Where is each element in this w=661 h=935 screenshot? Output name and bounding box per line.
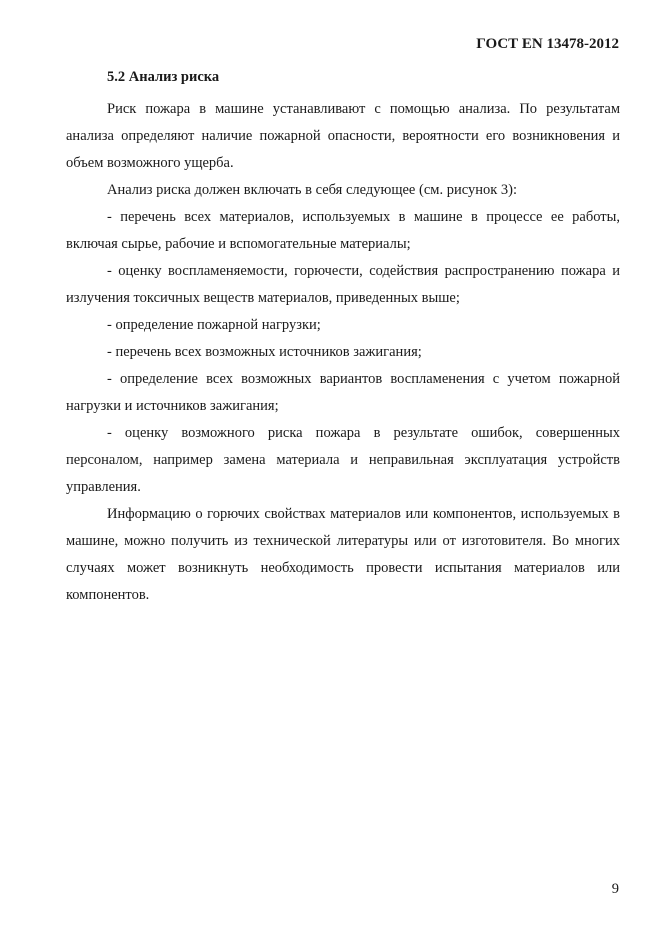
list-item-materials: - перечень всех материалов, используемых в машине в процессе ее работы, включая сырье, рабочие и вспомогательные материалы; <box>66 209 620 252</box>
list-item-fire-load: - определение пожарной нагрузки; <box>107 317 321 333</box>
paragraph-material-info: Информацию о горючих свойствах материалов или компонентов, используемых в машине, можно получить из технической литературы или от изготовителя. Во многих случаях может возникнуть необходимость провести испытания материалов или компонентов. <box>66 506 620 603</box>
list-item-personnel-errors: - оценку возможного риска пожара в результате ошибок, совершенных персоналом, например замена материала и неправильная эксплуатация устройств управления. <box>66 425 620 495</box>
paragraph-intro: Риск пожара в машине устанавливают с помощью анализа. По результатам анализа определяют наличие пожарной опасности, вероятности его возникновения и объем возможного ущерба. <box>66 101 620 171</box>
document-code-header: ГОСТ EN 13478-2012 <box>476 36 619 52</box>
list-item-ignition-sources: - перечень всех возможных источников зажигания; <box>107 344 422 360</box>
section-body <box>66 96 620 609</box>
list-item-ignition-variants: - определение всех возможных вариантов воспламенения с учетом пожарной нагрузки и источников зажигания; <box>66 371 620 414</box>
section-title: 5.2 Анализ риска <box>107 69 220 85</box>
list-item-flammability: - оценку воспламеняемости, горючести, содействия распространению пожара и излучения токсичных веществ материалов, приведенных выше; <box>66 263 620 306</box>
paragraph-analysis-scope: Анализ риска должен включать в себя следующее (см. рисунок 3): <box>107 182 517 198</box>
page-number: 9 <box>611 881 619 897</box>
